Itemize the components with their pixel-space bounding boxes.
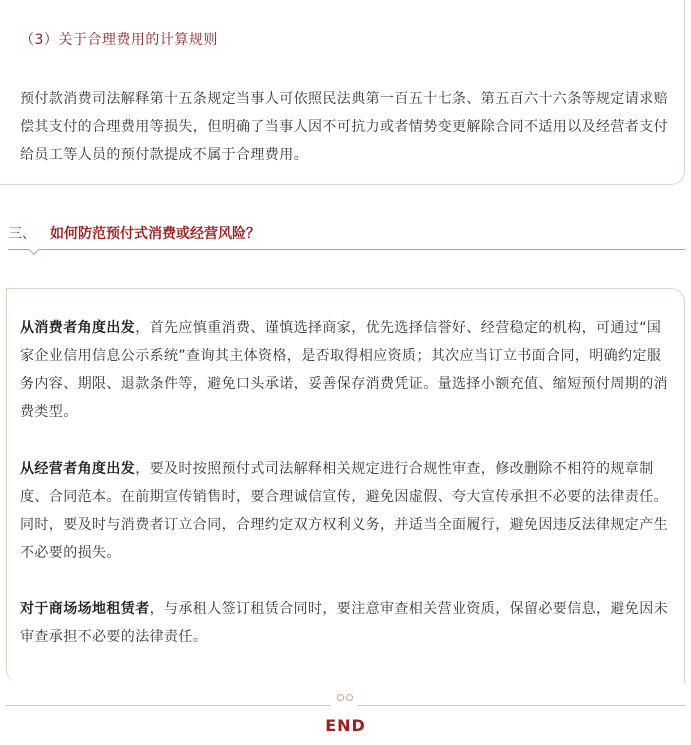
dot-icon <box>346 694 353 701</box>
section-title-text: 如何防范预付式消费或经营风险？ <box>50 226 260 242</box>
divider-notch-icon <box>27 249 41 257</box>
paragraph-lead: 从消费者角度出发 <box>20 320 136 336</box>
consumer-advice-paragraph <box>20 314 670 426</box>
dot-icon <box>337 694 344 701</box>
footer-divider-right <box>358 705 685 706</box>
footer-divider-left <box>6 705 331 706</box>
landlord-advice-paragraph <box>20 595 670 651</box>
section-heading <box>8 222 260 246</box>
paragraph-text: ，要及时按照预付式司法解释相关规定进行合规性审查，修改删除不相符的规章制度、合同范本。在前期宣传销售时，要合理诚信宣传，避免因虚假、夸大宣传承担不必要的法律责任。同时，要及时与消费者订立合同，合理约定双方权利义务，并适当全面履行，避免因违反法律规定产生不必要的损失。 <box>20 461 668 561</box>
operator-advice-paragraph <box>20 455 670 567</box>
section-number: 三、 <box>8 226 36 242</box>
sub-heading: （3）关于合理费用的计算规则 <box>20 32 218 48</box>
paragraph-text: ，首先应慎重消费、谨慎选择商家，优先选择信誉好、经营稳定的机构，可通过“国家企业信用信息公示系统”查询其主体资格，是否取得相应资质；其次应当订立书面合同，明确约定服务内容、期限、退款条件等，避免口头承诺，妥善保存消费凭证。量选择小额充值、缩短预付周期的消费类型。 <box>20 320 668 420</box>
end-label: END <box>325 716 366 735</box>
reasonable-fees-paragraph: 预付款消费司法解释第十五条规定当事人可依照民法典第一百五十七条、第五百六十六条等规定请求赔偿其支付的合理费用等损失，但明确了当事人因不可抗力或者情势变更解除合同不适用以及经营者支付给员工等人员的预付款提成不属于合理费用。 <box>20 91 668 163</box>
footer-dots-icon <box>335 694 357 704</box>
section-divider <box>8 249 685 250</box>
paragraph-text: ，与承租人签订租赁合同时，要注意审查相关营业资质，保留必要信息，避免因未审查承担不必要的法律责任。 <box>20 601 669 645</box>
paragraph-lead: 对于商场场地租赁者 <box>20 601 150 617</box>
paragraph-lead: 从经营者角度出发 <box>20 461 136 477</box>
